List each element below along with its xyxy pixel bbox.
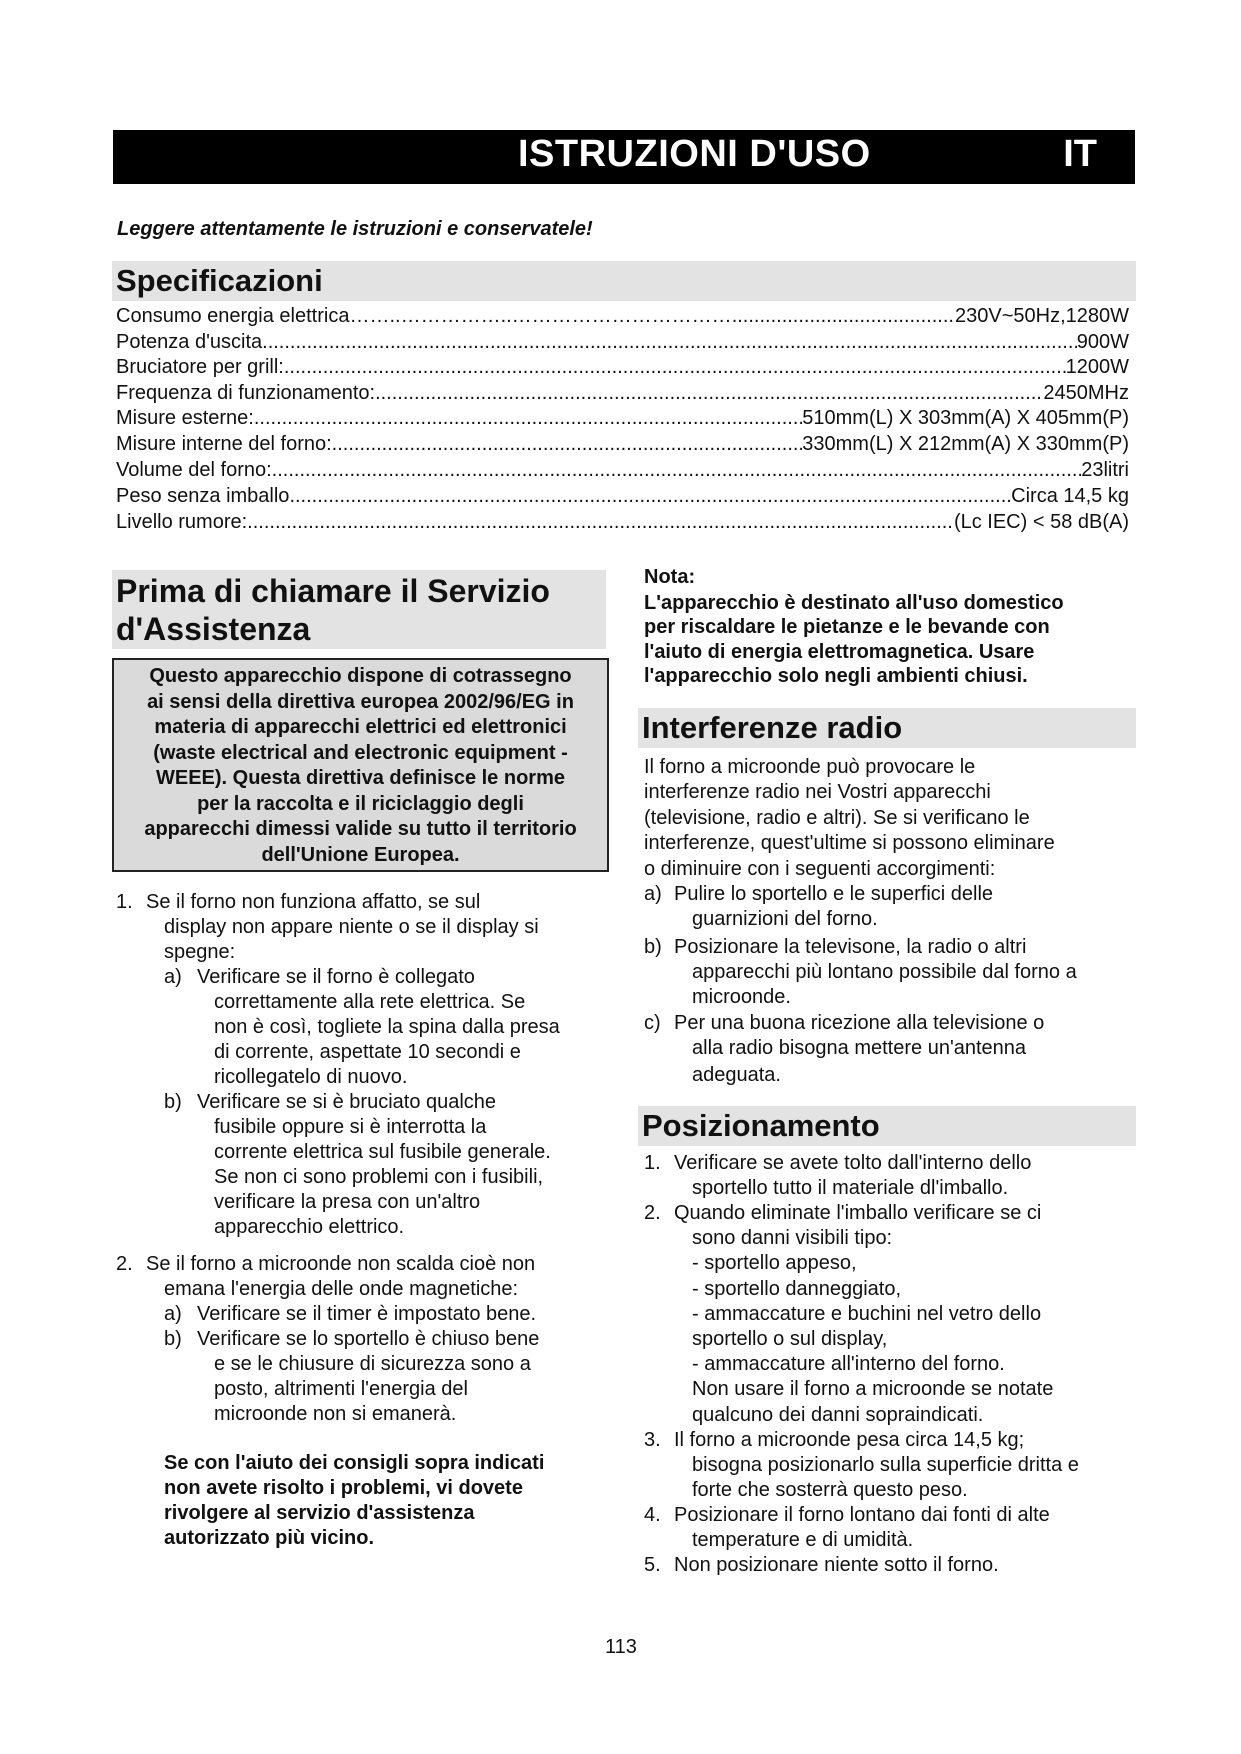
interferenze-heading: Interferenze radio <box>638 708 1136 748</box>
paragraph-line: interferenze radio nei Vostri apparecchi <box>644 781 991 803</box>
list-item-text: Se il forno a microonde non scalda cioè non <box>146 1253 536 1275</box>
weee-line: (waste electrical and electronic equipment - <box>153 741 568 764</box>
sub-label: b) <box>164 1328 182 1350</box>
nota-line: per riscaldare le pietanze e le bevande con <box>644 616 1050 638</box>
list-item-text: sportello tutto il materiale dl'imballo. <box>692 1177 1009 1199</box>
sub-label: a) <box>164 966 182 988</box>
spec-row <box>116 458 1129 483</box>
weee-notice-box <box>112 658 609 872</box>
spec-row <box>116 484 1129 509</box>
spec-label: Peso senza imballo <box>116 485 290 507</box>
weee-line: Questo apparecchio dispone di cotrassegno <box>149 665 572 687</box>
dash-item: - sportello danneggiato, <box>692 1278 902 1300</box>
sub-item-text: corrente elettrica sul fusibile generale. <box>214 1141 551 1163</box>
spec-value: 23litri <box>1081 459 1129 481</box>
spec-row <box>116 304 1129 329</box>
sub-item-text: adeguata. <box>692 1064 781 1086</box>
spec-row <box>116 381 1129 406</box>
dash-item: - sportello appeso, <box>692 1252 857 1274</box>
header-bar <box>113 130 1135 184</box>
list-item-text: Se il forno non funziona affatto, se sul <box>146 891 481 913</box>
sub-label: c) <box>644 1012 661 1034</box>
closing-note: non avete risolto i problemi, vi dovete <box>164 1477 523 1499</box>
spec-label: Misure esterne: <box>116 407 254 429</box>
spec-label: Misure interne del forno: <box>116 433 332 455</box>
specs-heading: Specificazioni <box>112 261 1136 301</box>
nota-line: l'aiuto di energia elettromagnetica. Usare <box>644 640 1035 663</box>
paragraph-line: Il forno a microonde può provocare le <box>644 756 976 778</box>
spec-row <box>116 432 1129 457</box>
list-number: 2. <box>644 1202 661 1224</box>
sub-label: a) <box>644 883 662 905</box>
sub-item-text: microonde. <box>692 986 791 1008</box>
dash-item: - ammaccature all'interno del forno. <box>692 1353 1005 1375</box>
spec-row <box>116 355 1129 380</box>
sub-item-text: Se non ci sono problemi con i fusibili, <box>214 1166 544 1188</box>
list-number: 3. <box>644 1429 661 1451</box>
list-number: 5. <box>644 1554 661 1576</box>
sub-item-text: correttamente alla rete elettrica. Se <box>214 991 526 1013</box>
sub-item-text: Verificare se il forno è collegato <box>197 966 475 988</box>
spec-value: 900W <box>1076 331 1129 353</box>
list-item-text: qualcuno dei danni sopraindicati. <box>692 1404 984 1426</box>
nota-title: Nota: <box>644 566 696 588</box>
list-item-text: bisogna posizionarlo sulla superficie dritta e <box>692 1454 1079 1476</box>
prima-heading-line2: d'Assistenza <box>116 611 311 647</box>
list-item-text: Non posizionare niente sotto il forno. <box>674 1554 999 1576</box>
weee-line: WEEE). Questa direttiva definisce le norme <box>155 767 565 789</box>
sub-item-text: posto, altrimenti l'energia del <box>214 1378 468 1400</box>
list-item-text: Quando eliminate l'imballo verificare se ci <box>674 1202 1042 1224</box>
list-item-text: emana l'energia delle onde magnetiche: <box>164 1278 519 1300</box>
list-item-text: Non usare il forno a microonde se notate <box>692 1378 1054 1400</box>
paragraph-line: interferenze, quest'ultime si possono eliminare <box>644 832 1055 854</box>
nota-line: L'apparecchio è destinato all'uso domestico <box>644 591 1064 614</box>
closing-note: rivolgere al servizio d'assistenza <box>164 1502 475 1524</box>
list-number: 2. <box>116 1253 133 1275</box>
sub-item-text: guarnizioni del forno. <box>692 908 878 930</box>
spec-value: (Lc IEC) < 58 dB(A) <box>953 511 1129 533</box>
spec-value: Circa 14,5 kg <box>1011 485 1129 507</box>
list-item-text: temperature e di umidità. <box>692 1529 914 1551</box>
weee-line: apparecchi dimessi valide su tutto il territorio <box>144 818 577 840</box>
dash-item: - ammaccature e buchini nel vetro dello <box>692 1303 1042 1325</box>
weee-line: materia di apparecchi elettrici ed elettronici <box>154 716 567 738</box>
sub-item-text: fusibile oppure si è interrotta la <box>214 1116 487 1138</box>
paragraph-line: (televisione, radio e altri). Se si verificano le <box>644 807 1030 829</box>
spec-row <box>116 330 1129 355</box>
list-number: 1. <box>116 891 133 913</box>
posizionamento-heading: Posizionamento <box>638 1106 1136 1146</box>
list-item-text: spegne: <box>164 941 236 963</box>
prima-heading <box>112 570 606 649</box>
spec-value: 510mm(L) X 303mm(A) X 405mm(P) <box>802 407 1129 429</box>
weee-line: dell'Unione Europea. <box>261 843 460 866</box>
list-item-text: sportello o sul display, <box>692 1328 888 1350</box>
sub-item-text: Verificare se si è bruciato qualche <box>197 1091 497 1113</box>
sub-label: a) <box>164 1303 182 1325</box>
sub-item-text: Pulire lo sportello e le superfici delle <box>674 883 994 905</box>
page-title: ISTRUZIONI D'USO <box>518 133 871 175</box>
sub-item-text: Verificare se il timer è impostato bene. <box>197 1303 537 1325</box>
list-item-text: Il forno a microonde pesa circa 14,5 kg; <box>674 1429 1025 1451</box>
sub-item-text: di corrente, aspettate 10 secondi e <box>214 1041 521 1063</box>
spec-label: Volume del forno: <box>116 459 272 481</box>
spec-value: 230V~50Hz,1280W <box>954 305 1129 327</box>
closing-note: Se con l'aiuto dei consigli sopra indicati <box>164 1452 545 1474</box>
list-item-text: forte che sosterrà questo peso. <box>692 1479 968 1501</box>
nota-line: l'apparecchio solo negli ambienti chiusi. <box>644 665 1028 687</box>
sub-item-text: e se le chiusure di sicurezza sono a <box>214 1353 531 1375</box>
list-item-text: display non appare niente o se il display si <box>164 916 539 938</box>
spec-label: Livello rumore: <box>116 511 248 533</box>
sub-label: b) <box>644 936 662 958</box>
list-number: 4. <box>644 1504 661 1526</box>
weee-line: ai sensi della direttiva europea 2002/96/EG in <box>147 690 574 713</box>
spec-label: Potenza d'uscita <box>116 331 263 353</box>
sub-item-text: verificare la presa con un'altro <box>214 1191 481 1213</box>
spec-label: Consumo energia elettrica……..……………..…………………………… <box>116 305 732 327</box>
prima-heading-line1: Prima di chiamare il Servizio <box>116 573 550 609</box>
sub-item-text: Posizionare la televisone, la radio o altri <box>674 936 1027 958</box>
list-number: 1. <box>644 1152 661 1174</box>
intro-note: Leggere attentamente le istruzioni e conservatele! <box>117 218 593 240</box>
list-item-text: Posizionare il forno lontano dai fonti di alte <box>674 1504 1050 1526</box>
spec-label: Frequenza di funzionamento: <box>116 382 376 404</box>
spec-row <box>116 406 1129 431</box>
sub-item-text: alla radio bisogna mettere un'antenna <box>692 1037 1027 1059</box>
list-item-text: Verificare se avete tolto dall'interno dello <box>674 1152 1032 1174</box>
spec-value: 2450MHz <box>1043 382 1129 404</box>
nota-block <box>644 565 1144 689</box>
sub-item-text: microonde non si emanerà. <box>214 1403 457 1425</box>
closing-note: autorizzato più vicino. <box>164 1527 375 1549</box>
sub-item-text: non è così, togliete la spina dalla presa <box>214 1016 560 1038</box>
spec-label: Bruciatore per grill: <box>116 356 284 378</box>
list-item-text: sono danni visibili tipo: <box>692 1227 893 1249</box>
sub-label: b) <box>164 1091 182 1113</box>
sub-item-text: ricollegatelo di nuovo. <box>214 1066 408 1088</box>
sub-item-text: apparecchio elettrico. <box>214 1216 405 1238</box>
sub-item-text: apparecchi più lontano possibile dal forno a <box>692 961 1077 983</box>
spec-row <box>116 510 1129 535</box>
page-number: 113 <box>605 1636 637 1658</box>
language-code: IT <box>1063 133 1097 175</box>
paragraph-line: o diminuire con i seguenti accorgimenti: <box>644 858 996 880</box>
spec-value: 330mm(L) X 212mm(A) X 330mm(P) <box>802 433 1129 455</box>
spec-value: 1200W <box>1065 356 1129 378</box>
weee-line: per la raccolta e il riciclaggio degli <box>197 792 524 815</box>
sub-item-text: Per una buona ricezione alla televisione o <box>674 1012 1045 1034</box>
sub-item-text: Verificare se lo sportello è chiuso bene <box>197 1328 540 1350</box>
